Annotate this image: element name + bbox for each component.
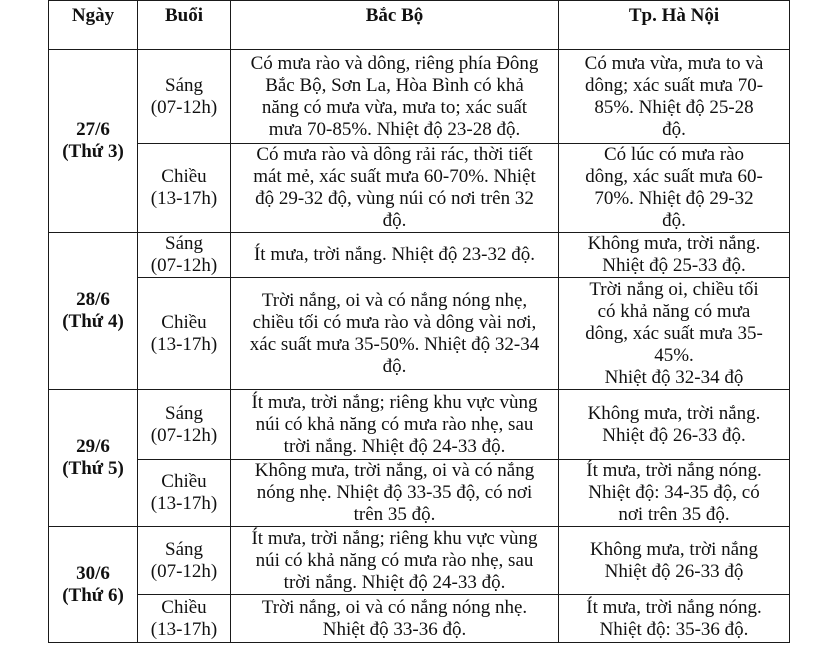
table-row <box>49 527 790 595</box>
north-forecast-cell <box>231 595 559 643</box>
header-north: Bắc Bộ <box>231 1 559 50</box>
session-name: Sáng <box>165 402 203 424</box>
table-row <box>49 50 790 144</box>
hanoi-forecast-cell <box>559 527 790 595</box>
hanoi-forecast-line: 85%. Nhiệt độ 25-28 <box>594 96 754 118</box>
day-weekday: (Thứ 3) <box>62 141 124 162</box>
hanoi-forecast-line: Nhiệt độ 26-33 độ <box>604 560 744 582</box>
session-hours: (13-17h) <box>150 188 218 209</box>
north-forecast-line: trời nắng. Nhiệt độ 24-33 độ. <box>283 571 506 593</box>
table-row <box>49 390 790 460</box>
hanoi-forecast-cell <box>559 144 790 233</box>
day-cell <box>49 527 138 643</box>
day-date: 28/6 <box>76 289 110 310</box>
hanoi-forecast-line: nơi trên 35 độ. <box>618 504 730 525</box>
north-forecast-line: núi có khả năng có mưa rào nhẹ, sau <box>255 413 534 435</box>
hanoi-forecast-line: Ít mưa, trời nắng nóng. <box>586 460 762 481</box>
hanoi-forecast-line: Có mưa vừa, mưa to và <box>584 52 764 74</box>
header-day: Ngày <box>49 1 138 50</box>
table-row <box>49 595 790 643</box>
hanoi-forecast-cell <box>559 460 790 527</box>
hanoi-forecast-line: có khả năng có mưa <box>597 300 751 322</box>
header-row <box>49 1 790 50</box>
hanoi-forecast-cell <box>559 233 790 278</box>
hanoi-forecast-line: Nhiệt độ: 35-36 độ. <box>599 618 749 640</box>
north-forecast-line: mát mẻ, xác suất mưa 60-70%. Nhiệt <box>253 166 536 187</box>
hanoi-forecast-line: Nhiệt độ 26-33 độ. <box>602 424 746 446</box>
session-hours: (07-12h) <box>150 424 218 446</box>
north-forecast-cell <box>231 460 559 527</box>
day-weekday: (Thứ 5) <box>62 458 124 479</box>
hanoi-forecast-line: Ít mưa, trời nắng nóng. <box>586 596 762 618</box>
hanoi-forecast-line: Có lúc có mưa rào <box>603 144 745 165</box>
session-name: Chiều <box>161 471 207 492</box>
day-date: 29/6 <box>76 436 110 457</box>
hanoi-forecast-line: 70%. Nhiệt độ 29-32 <box>594 188 754 209</box>
session-name: Sáng <box>165 538 203 560</box>
north-forecast-line: mưa 70-85%. Nhiệt độ 23-28 độ. <box>268 118 521 140</box>
day-cell <box>49 390 138 527</box>
north-forecast-cell <box>231 144 559 233</box>
hanoi-forecast-line: dông; xác suất mưa 70- <box>584 74 764 96</box>
north-forecast-line: Trời nắng, oi và có nắng nóng nhẹ, <box>261 289 528 311</box>
day-cell <box>49 50 138 233</box>
session-name: Chiều <box>161 311 207 333</box>
north-forecast-line: Bắc Bộ, Sơn La, Hòa Bình có khả <box>265 74 524 96</box>
day-date: 27/6 <box>76 119 110 140</box>
north-forecast-cell <box>231 390 559 460</box>
day-weekday: (Thứ 4) <box>62 311 124 332</box>
north-forecast-line: Nhiệt độ 33-36 độ. <box>322 618 467 640</box>
hanoi-forecast-line: Nhiệt độ 32-34 độ <box>604 366 744 388</box>
north-forecast-line: núi có khả năng có mưa rào nhẹ, sau <box>255 549 534 571</box>
day-date: 30/6 <box>76 562 110 584</box>
session-cell <box>138 144 231 233</box>
hanoi-forecast-line: Nhiệt độ: 34-35 độ, có <box>588 482 760 503</box>
north-forecast-line: chiều tối có mưa rào và dông vài nơi, <box>252 311 537 333</box>
north-forecast-line: trời nắng. Nhiệt độ 24-33 độ. <box>283 435 506 457</box>
north-forecast-cell <box>231 50 559 144</box>
north-forecast-cell <box>231 527 559 595</box>
north-forecast-line: Trời nắng, oi và có nắng nóng nhẹ. <box>261 596 528 618</box>
hanoi-forecast-line: Nhiệt độ 25-33 độ. <box>602 255 746 276</box>
north-forecast-line: Có mưa rào và dông rải rác, thời tiết <box>256 144 533 165</box>
session-hours: (07-12h) <box>150 96 218 118</box>
table-row <box>49 233 790 278</box>
day-weekday: (Thứ 6) <box>62 584 124 606</box>
session-hours: (07-12h) <box>150 560 218 582</box>
hanoi-forecast-line: 45%. <box>654 344 694 366</box>
session-name: Chiều <box>161 166 207 187</box>
hanoi-forecast-line: độ. <box>662 118 686 140</box>
hanoi-forecast-line: Không mưa, trời nắng <box>589 538 759 560</box>
hanoi-forecast-line: Không mưa, trời nắng. <box>587 233 761 254</box>
session-cell <box>138 390 231 460</box>
header-session: Buổi <box>138 1 231 50</box>
forecast-table <box>48 0 790 643</box>
north-forecast-line: trên 35 độ. <box>353 504 436 525</box>
session-name: Chiều <box>161 596 207 618</box>
hanoi-forecast-cell <box>559 595 790 643</box>
north-forecast-cell <box>231 233 559 278</box>
table-row <box>49 278 790 390</box>
north-forecast-line: năng có mưa vừa, mưa to; xác suất <box>261 96 528 118</box>
hanoi-forecast-line: Không mưa, trời nắng. <box>587 402 761 424</box>
session-cell <box>138 278 231 390</box>
north-forecast-line: nóng nhẹ. Nhiệt độ 33-35 độ, có nơi <box>256 482 533 503</box>
table-row <box>49 460 790 527</box>
table-row <box>49 144 790 233</box>
session-hours: (13-17h) <box>150 333 218 355</box>
north-forecast-line: xác suất mưa 35-50%. Nhiệt độ 32-34 <box>249 333 540 355</box>
session-hours: (07-12h) <box>150 255 218 276</box>
north-forecast-line: độ. <box>382 355 407 377</box>
north-forecast-cell <box>231 278 559 390</box>
hanoi-forecast-cell <box>559 50 790 144</box>
day-cell <box>49 233 138 390</box>
north-forecast-line: Có mưa rào và dông, riêng phía Đông <box>250 52 539 74</box>
north-forecast-line: Ít mưa, trời nắng; riêng khu vực vùng <box>251 527 538 549</box>
hanoi-forecast-line: dông, xác suất mưa 35- <box>585 322 763 344</box>
session-name: Sáng <box>165 233 203 254</box>
north-forecast-line: Không mưa, trời nắng, oi và có nắng <box>254 460 535 481</box>
north-forecast-line: độ 29-32 độ, vùng núi có nơi trên 32 <box>255 188 534 209</box>
session-cell <box>138 50 231 144</box>
hanoi-forecast-cell <box>559 278 790 390</box>
session-cell <box>138 233 231 278</box>
hanoi-forecast-cell <box>559 390 790 460</box>
hanoi-forecast-line: Trời nắng oi, chiều tối <box>589 278 759 300</box>
north-forecast-line: Ít mưa, trời nắng. Nhiệt độ 23-32 độ. <box>253 244 536 265</box>
header-hanoi: Tp. Hà Nội <box>559 1 790 50</box>
hanoi-forecast-line: độ. <box>662 210 686 231</box>
session-cell <box>138 527 231 595</box>
session-cell <box>138 595 231 643</box>
north-forecast-line: độ. <box>382 210 407 231</box>
session-hours: (13-17h) <box>150 493 218 514</box>
session-name: Sáng <box>165 74 203 96</box>
north-forecast-line: Ít mưa, trời nắng; riêng khu vực vùng <box>251 391 538 413</box>
session-hours: (13-17h) <box>150 618 218 640</box>
session-cell <box>138 460 231 527</box>
hanoi-forecast-line: dông, xác suất mưa 60- <box>585 166 763 187</box>
